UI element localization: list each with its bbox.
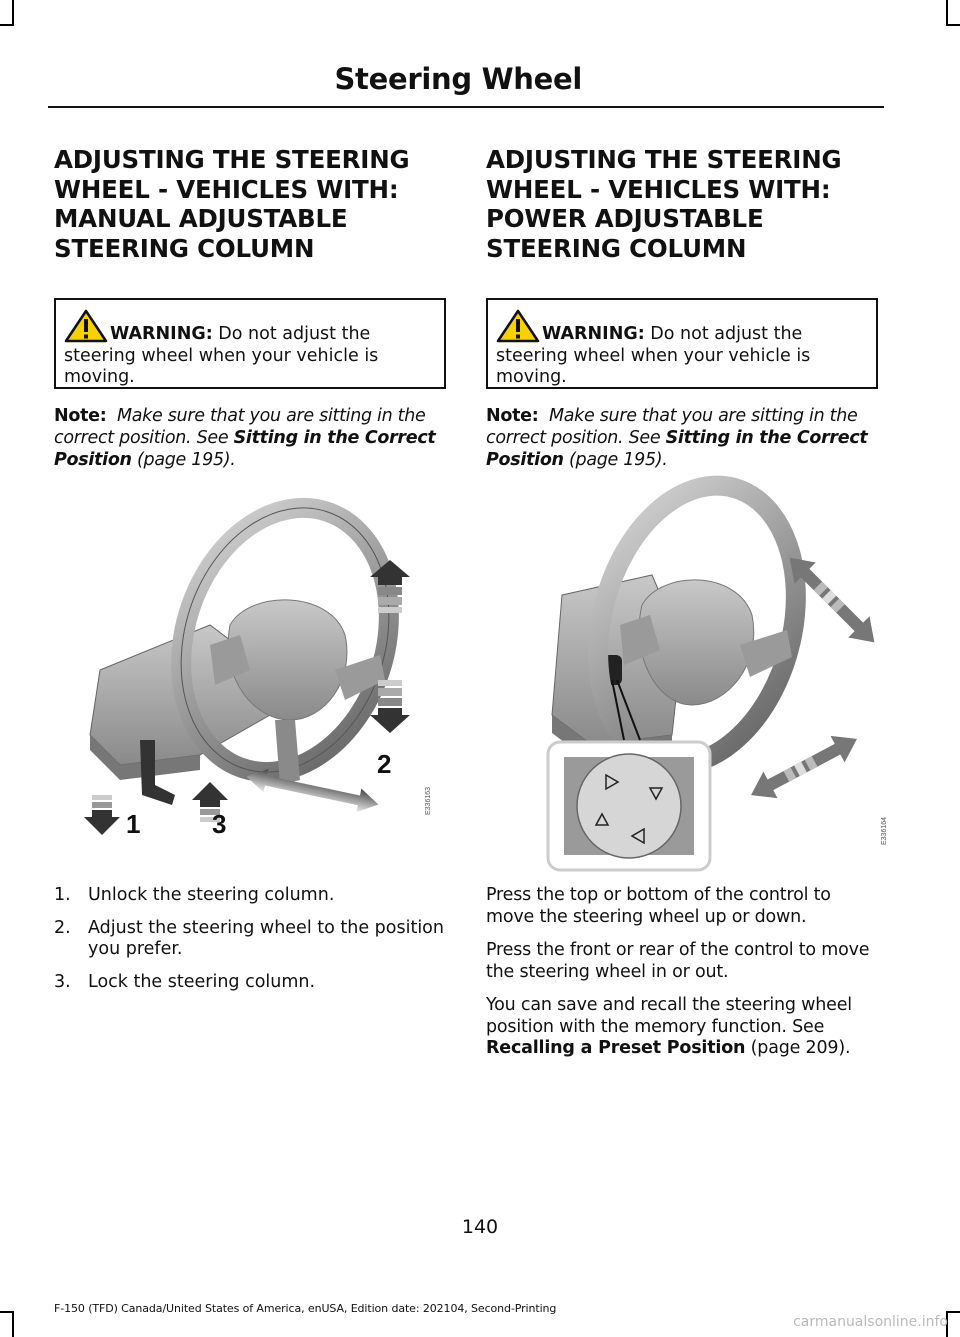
- warning-label: WARNING:: [110, 324, 213, 344]
- list-item: [54, 972, 444, 993]
- step-text: Unlock the steering column.: [88, 885, 335, 905]
- warning-box: [54, 298, 446, 389]
- note-text: Make sure that you are sitting in the correct position. See: [486, 406, 858, 448]
- section-heading-power: ADJUSTING THE STEERING WHEEL - VEHICLES WITH: POWER ADJUSTABLE STEERING COLUMN: [486, 145, 842, 263]
- note: [54, 405, 446, 471]
- note-link-sitting-position[interactable]: Sitting in the Correct Position: [54, 428, 436, 470]
- step-text: Lock the steering column.: [88, 972, 316, 992]
- note-page-ref: (page 195).: [136, 450, 236, 470]
- warning-text: Do not adjust the steering wheel when your vehicle is moving.: [64, 324, 379, 387]
- crop-mark: [0, 24, 14, 26]
- note-text: Make sure that you are sitting in the correct position. See: [54, 406, 426, 448]
- page-number: 140: [461, 1216, 499, 1238]
- left-column: [54, 145, 446, 471]
- crop-mark: [12, 1311, 14, 1337]
- list-item: [54, 918, 444, 960]
- figure-label-2: 2: [377, 749, 392, 779]
- section-heading-manual: ADJUSTING THE STEERING WHEEL - VEHICLES WITH: MANUAL ADJUSTABLE STEERING COLUMN: [54, 145, 410, 263]
- note-label: Note:: [54, 406, 107, 426]
- figure-code: E336163: [425, 786, 432, 815]
- warning-box: [486, 298, 878, 389]
- header-divider: [48, 106, 884, 108]
- steps-list: [54, 885, 444, 1005]
- power-column-instructions: [486, 885, 878, 1072]
- manual-steering-column-illustration: [80, 495, 440, 855]
- figure-label-3: 3: [212, 809, 227, 839]
- crop-mark: [946, 24, 960, 26]
- note: [486, 405, 878, 471]
- paragraph: Press the top or bottom of the control to move the steering wheel up or down.: [486, 885, 831, 927]
- right-column: [486, 145, 878, 471]
- link-recalling-preset-position[interactable]: Recalling a Preset Position: [486, 1038, 746, 1058]
- step-number: 2.: [54, 918, 71, 938]
- figure-code: E336164: [881, 816, 888, 845]
- paragraph-text: You can save and recall the steering wheel position with the memory function. See: [486, 995, 852, 1037]
- warning-triangle-icon: [64, 309, 108, 343]
- warning-triangle-icon: [496, 309, 540, 343]
- step-text: Adjust the steering wheel to the position you prefer.: [88, 918, 444, 959]
- warning-text: Do not adjust the steering wheel when your vehicle is moving.: [496, 324, 811, 387]
- crop-mark: [946, 0, 948, 26]
- figure-label-1: 1: [126, 809, 141, 839]
- footer-edition-info: F-150 (TFD) Canada/United States of America, enUSA, Edition date: 202104, Second-Printing: [54, 1302, 557, 1315]
- page-header-title: Steering Wheel: [334, 62, 582, 96]
- step-number: 1.: [54, 885, 71, 905]
- warning-label: WARNING:: [542, 324, 645, 344]
- paragraph: Press the front or rear of the control to move the steering wheel in or out.: [486, 940, 870, 982]
- power-steering-column-illustration: [512, 475, 892, 875]
- paragraph: [486, 995, 878, 1060]
- note-label: Note:: [486, 406, 539, 426]
- crop-mark: [0, 1311, 14, 1313]
- note-page-ref: (page 195).: [568, 450, 668, 470]
- paragraph-page-ref: (page 209).: [750, 1038, 851, 1058]
- step-number: 3.: [54, 972, 71, 992]
- note-link-sitting-position[interactable]: Sitting in the Correct Position: [486, 428, 868, 470]
- watermark: carmanualsonline.info: [793, 1314, 948, 1330]
- list-item: [54, 885, 444, 906]
- crop-mark: [12, 0, 14, 26]
- crop-mark: [946, 1311, 960, 1313]
